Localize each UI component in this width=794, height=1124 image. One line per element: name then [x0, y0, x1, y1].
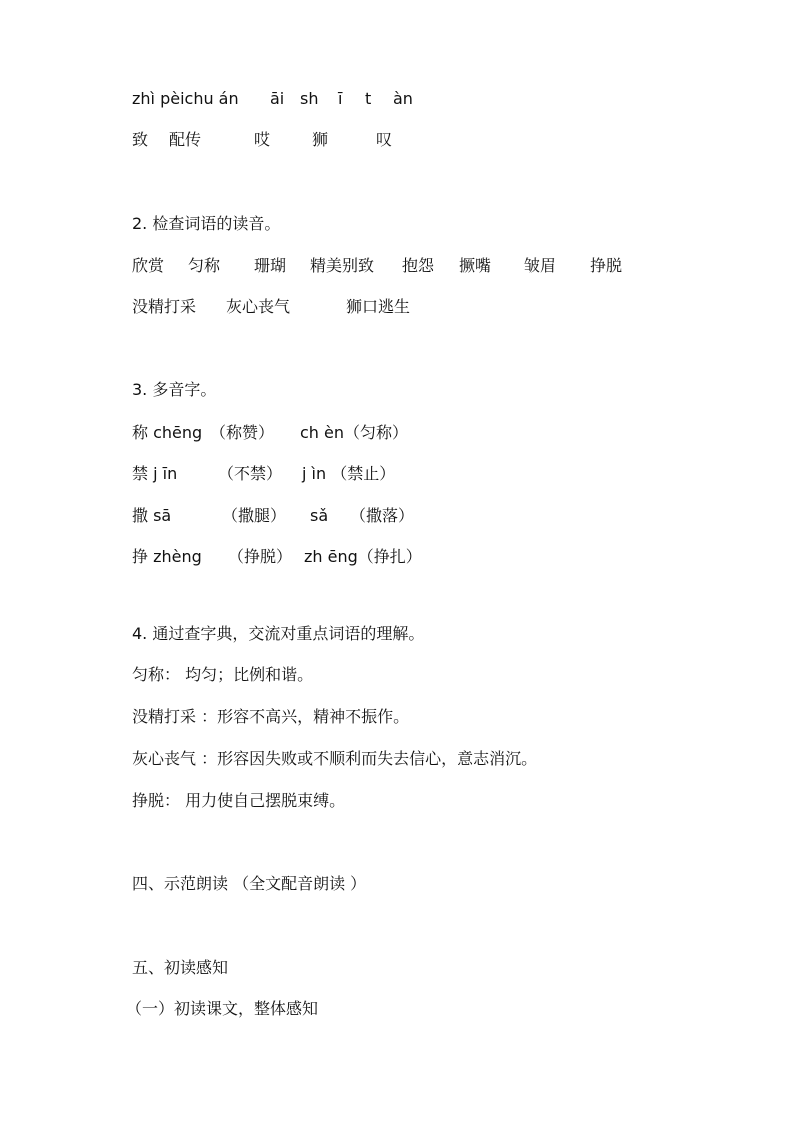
definition-1: 匀称： 均匀；比例和谐。 — [132, 665, 314, 684]
pinyin-5: t — [365, 89, 372, 108]
char-5: 叹 — [376, 130, 393, 149]
char-2: 配传 — [169, 130, 202, 149]
polyphone-2-b: （不禁） — [218, 464, 283, 483]
polyphone-3-b: （撒腿） — [222, 506, 287, 525]
word-6: 撅嘴 — [459, 256, 492, 275]
char-3: 哎 — [254, 130, 271, 149]
section2-title: 2. 检查词语的读音。 — [132, 214, 281, 233]
polyphone-4-b: （挣脱） — [228, 547, 293, 566]
pinyin-1: zhì pèichu án — [132, 89, 239, 108]
polyphone-3-d: （撒落） — [350, 506, 415, 525]
subsection-one-heading: （一）初读课文，整体感知 — [126, 999, 319, 1018]
polyphone-3-c: sǎ — [310, 506, 329, 525]
section-four-heading: 四、示范朗读 （全文配音朗读 ） — [132, 874, 367, 893]
definition-2: 没精打采 ：形容不高兴，精神不振作。 — [132, 707, 410, 726]
polyphone-4-c: zh ēng（挣扎） — [304, 547, 422, 566]
word-5: 抱怨 — [402, 256, 435, 275]
section-five-heading: 五、初读感知 — [132, 958, 229, 977]
word-8: 挣脱 — [590, 256, 623, 275]
char-1: 致 — [132, 130, 149, 149]
polyphone-2-a: 禁 j īn — [132, 464, 178, 483]
definition-4: 挣脱： 用力使自己摆脱束缚。 — [132, 791, 346, 810]
polyphone-1-b: （称赞） — [210, 423, 275, 442]
word-4: 精美别致 — [310, 256, 375, 275]
char-4: 狮 — [312, 130, 329, 149]
polyphone-4-a: 挣 zhèng — [132, 547, 202, 566]
word-11: 狮口逃生 — [346, 297, 411, 316]
polyphone-2-c: j ìn （禁止） — [302, 464, 396, 483]
definition-3: 灰心丧气 ：形容因失败或不顺利而失去信心，意志消沉。 — [132, 749, 538, 768]
word-9: 没精打采 — [132, 297, 197, 316]
word-7: 皱眉 — [524, 256, 557, 275]
polyphone-1-c: ch èn（匀称） — [300, 423, 409, 442]
pinyin-4: ī — [338, 89, 343, 108]
word-3: 珊瑚 — [254, 256, 287, 275]
word-2: 匀称 — [188, 256, 221, 275]
polyphone-3-a: 撒 sā — [132, 506, 172, 525]
section4-title: 4. 通过查字典，交流对重点词语的理解。 — [132, 624, 425, 643]
word-1: 欣赏 — [132, 256, 165, 275]
pinyin-3: sh — [300, 89, 319, 108]
word-10: 灰心丧气 — [226, 297, 291, 316]
pinyin-2: āi — [270, 89, 285, 108]
section3-title: 3. 多音字。 — [132, 380, 217, 399]
pinyin-6: àn — [393, 89, 413, 108]
polyphone-1-a: 称 chēng — [132, 423, 203, 442]
